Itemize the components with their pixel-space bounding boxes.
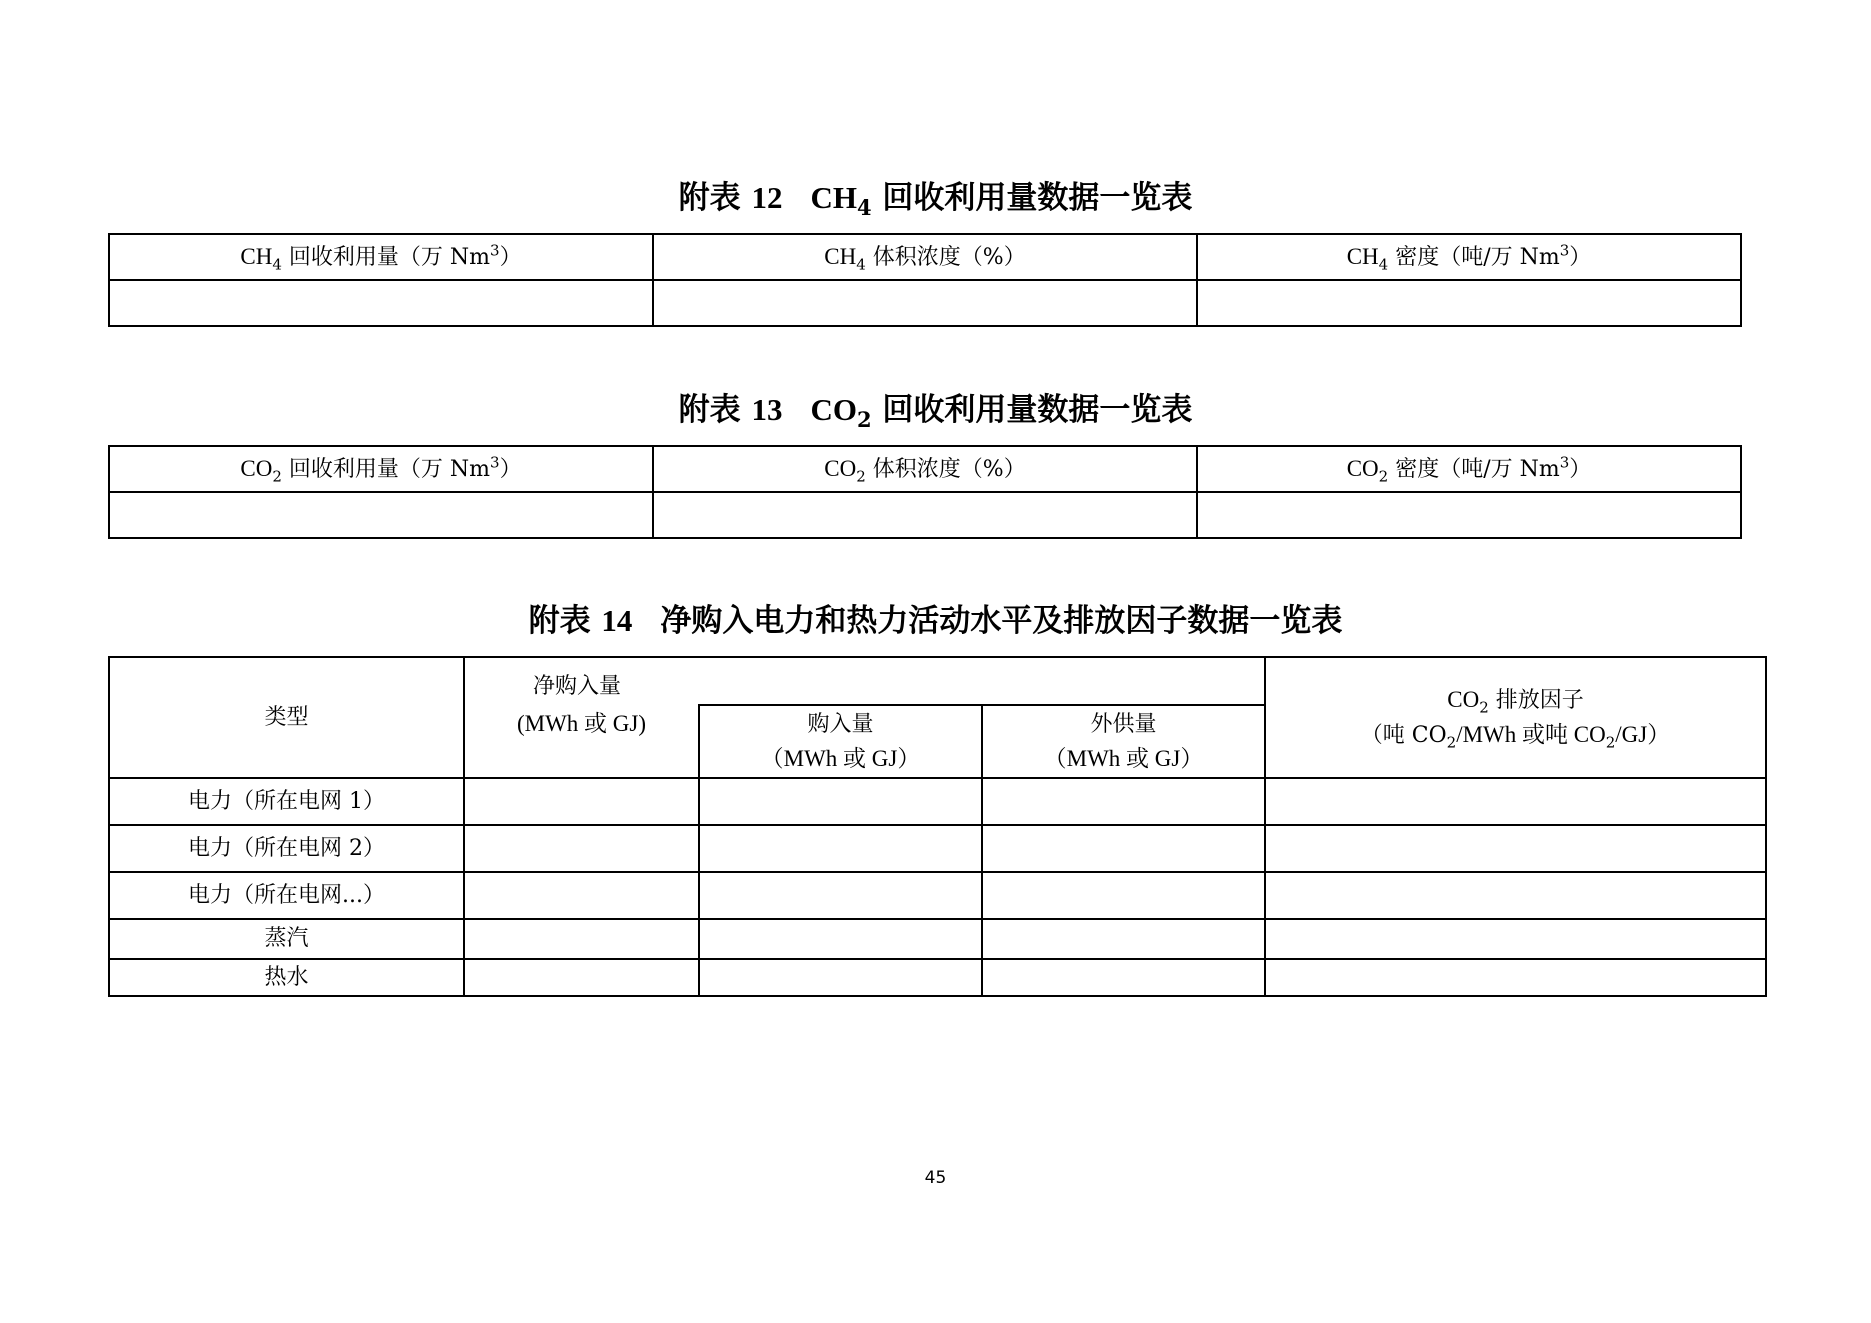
empty-cell[interactable] [982,872,1265,919]
empty-cell[interactable] [1265,825,1766,872]
empty-cell[interactable] [1265,919,1766,959]
empty-cell[interactable] [982,919,1265,959]
empty-cell[interactable] [109,280,653,326]
empty-cell[interactable] [1197,280,1741,326]
empty-cell[interactable] [464,872,699,919]
table-header-row [109,234,1741,280]
table-header-row [109,446,1741,492]
header-supplied: 外供量 （MWh 或 GJ） [982,705,1265,778]
table-row [109,919,1766,959]
empty-cell[interactable] [699,919,982,959]
empty-cell[interactable] [1265,778,1766,825]
caption-number: 13 [751,392,783,427]
empty-cell[interactable] [699,825,982,872]
caption-title: 回收利用量数据一览表 [882,180,1193,216]
header-cell: $CO_2$ 回收利用量（万 Nm$^3$） [109,446,653,492]
caption-prefix: 附表 [678,392,741,428]
table-row [109,959,1766,996]
header-type: 类型 [109,657,464,778]
empty-cell[interactable] [653,492,1197,538]
empty-cell[interactable] [982,959,1265,996]
empty-cell[interactable] [1197,492,1741,538]
header-cell: $CH_4$ 回收利用量（万 Nm$^3$） [109,234,653,280]
empty-cell[interactable] [653,280,1197,326]
header-emission-factor: $CO_2$ 排放因子 （吨 $CO_2$/MWh 或吨 $CO_2/GJ$） [1265,657,1766,778]
empty-cell[interactable] [1265,959,1766,996]
caption-number: 14 [601,603,633,638]
header-bought: 购入量 （MWh 或 GJ） [699,705,982,778]
table-header-row [109,657,1766,705]
empty-cell[interactable] [982,778,1265,825]
table12-caption [0,178,1871,221]
caption-chem: CH [810,180,857,215]
header-cell: $CH_4$ 密度（吨/万 Nm$^3$） [1197,234,1741,280]
empty-cell[interactable] [464,778,699,825]
header-cell: $CO_2$ 密度（吨/万 Nm$^3$） [1197,446,1741,492]
table-row [109,280,1741,326]
caption-subscript: 2 [856,407,872,433]
caption-chem: CO [810,392,857,427]
row-label: 电力（所在电网 1） [109,778,464,825]
empty-cell[interactable] [464,825,699,872]
table-row [109,825,1766,872]
caption-subscript: 4 [856,195,872,221]
row-label: 热水 [109,959,464,996]
table13 [108,445,1742,539]
header-cell: $CH_4$ 体积浓度（%） [653,234,1197,280]
caption-prefix: 附表 [678,180,741,216]
caption-title: 回收利用量数据一览表 [882,392,1193,428]
empty-cell[interactable] [699,959,982,996]
table-row [109,778,1766,825]
header-net-line2: (MWh 或 GJ) [516,711,647,736]
table-row [109,872,1766,919]
empty-cell[interactable] [109,492,653,538]
header-net-purchase [464,657,1265,705]
table14 [108,656,1767,997]
table14-caption [0,601,1871,641]
table-row [109,492,1741,538]
header-cell: $CO_2$ 体积浓度（%） [653,446,1197,492]
caption-number: 12 [751,180,783,215]
empty-cell[interactable] [464,919,699,959]
caption-prefix: 附表 [528,603,591,639]
row-label: 电力（所在电网...） [109,872,464,919]
empty-cell[interactable] [982,825,1265,872]
table12 [108,233,1742,327]
empty-cell[interactable] [699,872,982,919]
row-label: 蒸汽 [109,919,464,959]
row-label: 电力（所在电网 2） [109,825,464,872]
empty-cell[interactable] [699,778,982,825]
page-number: 45 [924,1168,947,1188]
table13-caption [0,390,1871,433]
caption-title: 净购入电力和热力活动水平及排放因子数据一览表 [660,603,1343,639]
empty-cell[interactable] [1265,872,1766,919]
empty-cell[interactable] [464,959,699,996]
header-net-line2-cell [464,705,699,778]
header-net-line1: 净购入量 [533,674,622,699]
